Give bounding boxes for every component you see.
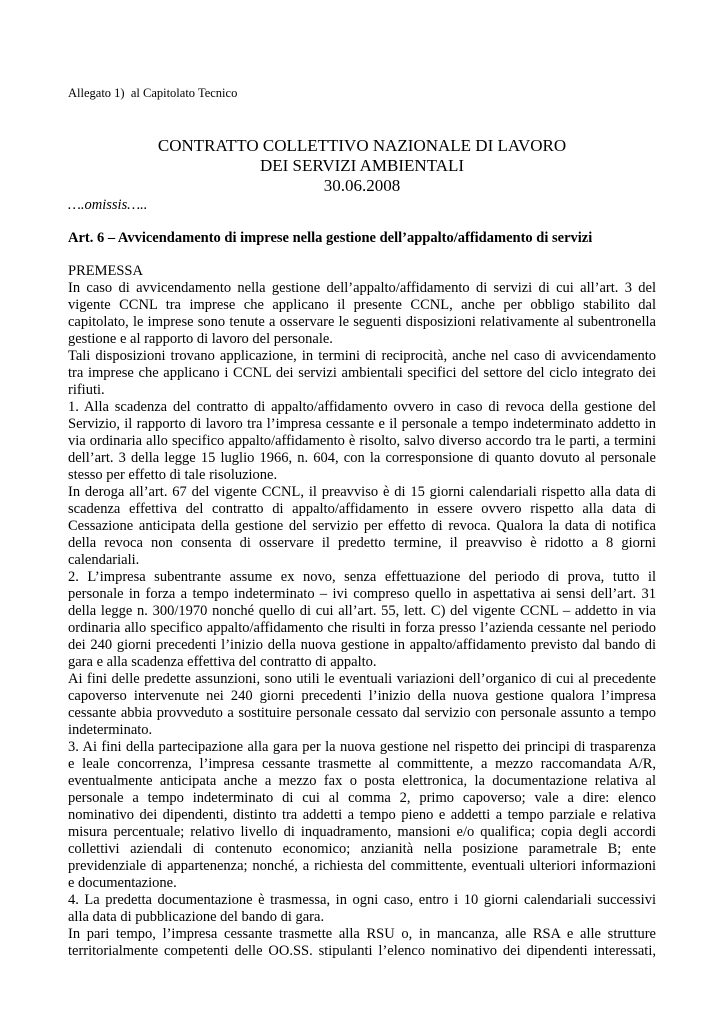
- text-line: eventualmente anticipata anche a mezzo fax o posta elettronica, la documentazione relativa al: [68, 773, 656, 789]
- text-line: In caso di avvicendamento nella gestione dell’appalto/affidamento di servizi di cui all’art. 3 del: [68, 280, 656, 296]
- paragraph: [68, 671, 656, 739]
- text-line: della legge n. 300/1970 nonché quello di cui all’art. 55, lett. C) del vigente CCNL – addetto in via: [68, 603, 656, 619]
- title-line-1: CONTRATTO COLLETTIVO NAZIONALE DI LAVORO: [157, 136, 567, 155]
- text-line: Ai fini delle predette assunzioni, sono utili le eventuali variazioni dell’organico di cui al precedente: [68, 671, 656, 687]
- text-line: e leale concorrenza, l’impresa cessante trasmette al committente, a mezzo raccomandata A/R,: [68, 756, 656, 772]
- text-line: gara e alla scadenza effettiva del contratto di appalto.: [68, 654, 377, 670]
- omissis-marker: ….omissis…..: [68, 197, 148, 213]
- text-line: gestione e al rapporto di lavoro del personale.: [68, 331, 333, 347]
- text-line: In pari tempo, l’impresa cessante trasmette alla RSU o, in mancanza, alle RSA e alle strutture: [68, 926, 656, 942]
- text-line: vigente CCNL tra imprese che applicano il presente CCNL, anche per obbligo stabilito dal: [68, 297, 656, 313]
- paragraph: [68, 892, 656, 926]
- text-line: tra imprese che applicano i CCNL dei servizi ambientali specifici del settore del ciclo integrato dei: [68, 365, 656, 381]
- text-line: 2. L’impresa subentrante assume ex novo, senza effettuazione del periodo di prova, tutto il: [68, 569, 656, 585]
- paragraph: [68, 348, 656, 399]
- paragraph: [68, 399, 656, 484]
- text-line: capoverso intervenute nei 240 giorni precedenti l’inizio della nuova gestione qualora l’impresa: [68, 688, 656, 704]
- text-line: scadenza effettiva del contratto di appalto/affidamento in essere ovvero rispetto alla data di: [68, 501, 656, 517]
- text-line: capitolato, le imprese sono tenute a osservare le seguenti disposizioni relativamente al subentronella: [68, 314, 656, 330]
- text-line: 3. Ai fini della partecipazione alla gara per la nuova gestione nel rispetto dei principi di trasparenza: [68, 739, 656, 755]
- text-line: stesso per effetto di tale risoluzione.: [68, 467, 278, 483]
- text-line: Servizio, il rapporto di lavoro tra l’impresa cessante e il personale a tempo indeterminato addetto in: [68, 416, 656, 432]
- title-line-2: DEI SERVIZI AMBIENTALI: [259, 156, 465, 175]
- paragraph: [68, 280, 656, 348]
- annex-label: Allegato 1) al Capitolato Tecnico: [68, 86, 238, 100]
- text-line: indeterminato.: [68, 722, 153, 738]
- paragraph: [68, 569, 656, 671]
- text-line: 1. Alla scadenza del contratto di appalto/affidamento ovvero in caso di revoca della gestione del: [68, 399, 656, 415]
- text-line: cessante abbia provveduto a sostituire personale cessato dal servizio con personale assunto a tempo: [68, 705, 656, 721]
- text-line: via ordinaria allo specifico appalto/affidamento è risolto, salvo diverso accordo tra le parti, a termini: [68, 433, 656, 449]
- text-line: Cessazione anticipata della gestione del servizio per effetto di revoca. Qualora la data di notifica: [68, 518, 656, 534]
- text-line: previdenziale di appartenenza; nonché, a richiesta del committente, eventuali ulteriori informazioni: [68, 858, 656, 874]
- text-line: rifiuti.: [68, 382, 105, 398]
- text-line: Tali disposizioni trovano applicazione, in termini di reciprocità, anche nel caso di avvicendamento: [68, 348, 656, 364]
- paragraph: [68, 926, 656, 960]
- text-line: territorialmente competenti delle OO.SS. stipulanti l’elenco nominativo dei dipendenti interessati,: [68, 943, 656, 959]
- text-line: misura percentuale; relativo livello di inquadramento, mansioni e/o qualifica; copia degli accordi: [68, 824, 656, 840]
- document-title: [0, 136, 724, 196]
- text-line: della revoca non consenta di osservare il predetto termine, il preavviso è ridotto a 8 giorni: [68, 535, 656, 551]
- text-line: e documentazione.: [68, 875, 177, 891]
- text-line: personale in forza a tempo indeterminato – ivi compreso quello in aspettativa ai sensi dell’art. 31: [68, 586, 656, 602]
- article-heading: Art. 6 – Avvicendamento di imprese nella gestione dell’appalto/affidamento di servizi: [68, 230, 593, 246]
- text-line: personale a tempo indeterminato di cui al comma 2, primo capoverso; vale a dire: elenco: [68, 790, 656, 806]
- text-line: collettivi aziendali di contenuto economico; anzianità nella posizione parametrale B; ente: [68, 841, 656, 857]
- text-line: 4. La predetta documentazione è trasmessa, in ogni caso, entro i 10 giorni calendariali successivi: [68, 892, 656, 908]
- paragraph: [68, 739, 656, 892]
- text-line: alla data di pubblicazione del bando di gara.: [68, 909, 325, 925]
- text-line: dei 240 giorni precedenti l’inizio della nuova gestione in appalto/affidamento previsto dal bando di: [68, 637, 656, 653]
- text-line: nominativo dei dipendenti, distinto tra addetti a tempo pieno e addetti a tempo parziale e relativa: [68, 807, 656, 823]
- article-body: [68, 263, 656, 960]
- text-line: ordinaria allo specifico appalto/affidamento che risulti in forza presso l’azienda cessante nel periodo: [68, 620, 656, 636]
- text-line: calendariali.: [68, 552, 140, 568]
- title-date: 30.06.2008: [323, 176, 401, 195]
- section-heading: PREMESSA: [68, 263, 143, 279]
- text-line: dell’art. 3 della legge 15 luglio 1966, n. 604, con la corresponsione di quanto dovuto al personale: [68, 450, 656, 466]
- text-line: In deroga all’art. 67 del vigente CCNL, il preavviso è di 15 giorni calendariali rispetto alla data di: [68, 484, 656, 500]
- paragraph: [68, 484, 656, 569]
